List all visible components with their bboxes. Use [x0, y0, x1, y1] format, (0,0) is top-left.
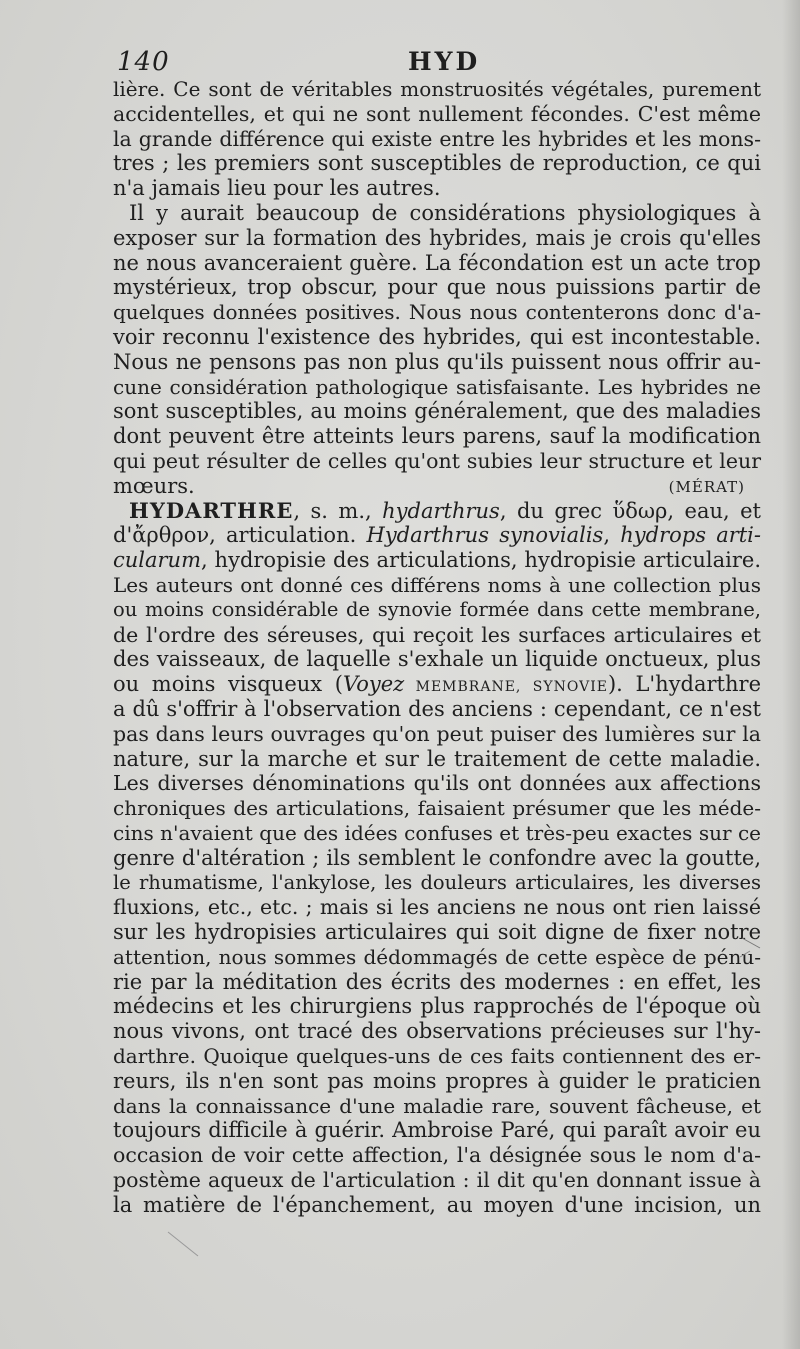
text-line-content: mœurs.	[113, 473, 195, 498]
text-line: médecins et les chirurgiens plus rapprochés de l'époque où	[113, 994, 761, 1019]
text-run: ,	[603, 523, 621, 548]
text-line: Les diverses dénominations qu'ils ont données aux affections	[113, 771, 761, 796]
text-line: ou moins considérable de synovie formée dans cette membrane,	[113, 597, 761, 621]
text-line: ne nous avanceraient guère. La fécondation est un acte trop	[113, 250, 761, 275]
text-line: sur les hydropisies articulaires qui soit digne de fixer notre	[113, 920, 761, 945]
text-line: sont susceptibles, au moins généralement, que des maladies	[113, 399, 761, 424]
text-line: nous vivons, ont tracé des observations précieuses sur l'hy-	[113, 1019, 761, 1044]
text-line: cune considération pathologique satisfaisante. Les hybrides ne	[113, 374, 761, 399]
text-line: dans la connaissance d'une maladie rare, souvent fâcheuse, et	[113, 1093, 761, 1118]
text-line: exposer sur la formation des hybrides, mais je crois qu'elles	[113, 225, 761, 250]
text-line: de l'ordre des séreuses, qui reçoit les surfaces articulaires et	[113, 622, 761, 647]
text-run: d'ἄρθρον, articulation.	[113, 523, 367, 548]
text-line: qui peut résulter de celles qu'ont subies leur structure et leur	[113, 448, 761, 473]
text-run: ou moins visqueux (	[113, 672, 343, 697]
cross-reference-terms: MEMBRANE, SYNOVIE	[404, 679, 608, 696]
text-line: postème aqueux de l'articulation : il dit qu'en donnant issue à	[113, 1168, 761, 1193]
text-line	[113, 523, 761, 548]
text-line: reurs, ils n'en sont pas moins propres à guider le praticien	[113, 1068, 761, 1093]
page-body	[113, 77, 761, 1247]
text-line: a dû s'offrir à l'observation des anciens : cependant, ce n'est	[113, 696, 761, 721]
page-edge-shadow	[782, 0, 800, 1349]
text-line: des vaisseaux, de laquelle s'exhale un liquide onctueux, plus	[113, 647, 761, 672]
text-line: fluxions, etc., etc. ; mais si les anciens ne nous ont rien laissé	[113, 895, 761, 920]
latin-term: hydrops arti-	[620, 523, 761, 548]
text-line: accidentelles, et qui ne sont nullement fécondes. C'est même	[113, 101, 761, 126]
text-line: la matière de l'épanchement, au moyen d'une incision, un	[113, 1192, 761, 1217]
text-line: tres ; les premiers sont susceptibles de reproduction, ce qui	[113, 151, 761, 176]
text-line: lière. Ce sont de véritables monstruosités végétales, purement	[113, 77, 761, 101]
text-line	[113, 672, 761, 697]
text-line: la grande différence qui existe entre les hybrides et les mons-	[113, 126, 761, 151]
text-line: cins n'avaient que des idées confuses et très-peu exactes sur ce	[113, 820, 761, 845]
text-line: toujours difficile à guérir. Ambroise Paré, qui paraît avoir eu	[113, 1118, 761, 1143]
running-head: HYD	[408, 47, 481, 76]
latin-term: hydarthrus	[382, 498, 500, 523]
text-line: quelques données positives. Nous nous contenterons donc d'a-	[113, 300, 761, 325]
text-line: n'a jamais lieu pour les autres.	[113, 176, 441, 201]
text-line: genre d'altération ; ils semblent le confondre avec la goutte,	[113, 845, 761, 870]
page-number: 140	[117, 47, 170, 77]
text-line: Il y aurait beaucoup de considérations physiologiques à	[129, 200, 761, 225]
text-line: voir reconnu l'existence des hybrides, qui est incontestable.	[113, 324, 761, 349]
text-line: attention, nous sommes dédommagés de cette espèce de pénu-	[113, 944, 761, 969]
text-run: ). L'hydarthre	[607, 672, 761, 697]
text-run: , s. m.,	[293, 498, 383, 523]
text-line: Nous ne pensons pas non plus qu'ils puissent nous offrir au-	[113, 349, 761, 374]
text-line	[113, 548, 761, 573]
text-run: , hydropisie des articulations, hydropisie articulaire.	[201, 548, 761, 573]
latin-term: cularum	[113, 548, 201, 573]
text-line: nature, sur la marche et sur le traitement de cette maladie.	[113, 746, 761, 771]
text-run: , du grec ὕδωρ, eau, et	[499, 498, 761, 523]
author-signature: (MÉRAT)	[668, 477, 745, 496]
text-line: le rhumatisme, l'ankylose, les douleurs articulaires, les diverses	[113, 870, 761, 894]
cross-reference-voyez: Voyez	[342, 672, 405, 697]
text-line: mystérieux, trop obscur, pour que nous puissions partir de	[113, 275, 761, 300]
text-line: Les auteurs ont donné ces différens noms à une collection plus	[113, 572, 761, 597]
entry-first-line	[113, 499, 761, 524]
text-line: dont peuvent être atteints leurs parens, sauf la modification	[113, 424, 761, 449]
latin-term: Hydarthrus synovialis	[366, 523, 604, 548]
text-line: rie par la méditation des écrits des modernes : en effet, les	[113, 969, 761, 994]
text-line: chroniques des articulations, faisaient présumer que les méde-	[113, 796, 761, 821]
text-line	[113, 474, 761, 499]
entry-headword: HYDARTHRE	[129, 497, 294, 523]
text-line: pas dans leurs ouvrages qu'on peut puiser des lumières sur la	[113, 721, 761, 746]
text-line: darthre. Quoique quelques-uns de ces faits contiennent des er-	[113, 1044, 761, 1069]
text-line: occasion de voir cette affection, l'a désignée sous le nom d'a-	[113, 1143, 761, 1168]
